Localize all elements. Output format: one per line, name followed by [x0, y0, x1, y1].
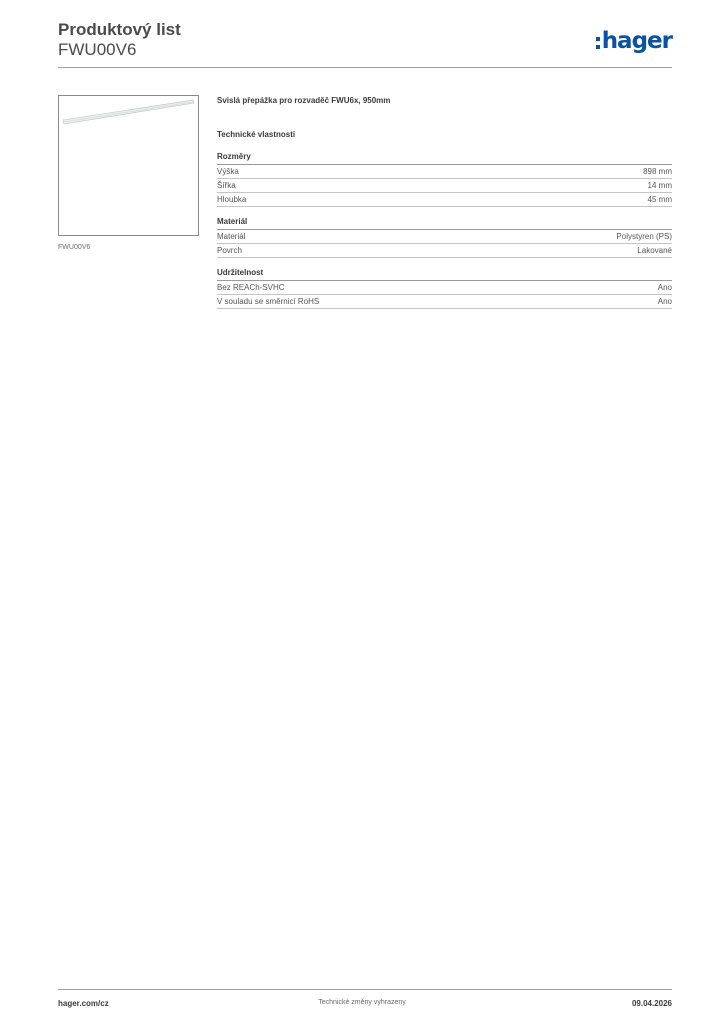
property-row — [217, 230, 672, 244]
property-value: Ano — [657, 297, 672, 306]
property-row — [217, 165, 672, 179]
property-label: Bez REACh-SVHC — [217, 283, 285, 292]
hager-logo — [596, 28, 672, 54]
footer-notice: Technické změny vyhrazeny — [318, 999, 406, 1006]
section-title: Materiál — [217, 217, 672, 230]
image-caption: FWU00V6 — [58, 244, 91, 251]
section-title: Rozměry — [217, 152, 672, 165]
property-row — [217, 244, 672, 258]
section-sustainability — [217, 268, 672, 309]
property-value: Ano — [657, 283, 672, 292]
section-title: Udržitelnost — [217, 268, 672, 281]
product-description: Svislá přepážka pro rozvaděč FWU6x, 950mm — [217, 96, 391, 105]
property-row — [217, 179, 672, 193]
property-row — [217, 295, 672, 309]
logo-colon-icon — [596, 37, 600, 49]
footer-website-link[interactable]: hager.com/cz — [58, 999, 109, 1008]
section-material — [217, 217, 672, 258]
property-value: 14 mm — [647, 181, 672, 190]
footer-divider — [58, 989, 672, 990]
technical-properties-heading: Technické vlastnosti — [217, 130, 296, 139]
header-divider — [58, 67, 672, 68]
property-label: Hloubka — [217, 195, 247, 204]
property-row — [217, 281, 672, 295]
product-image — [58, 95, 199, 236]
property-value: 45 mm — [647, 195, 672, 204]
property-row — [217, 193, 672, 207]
logo-text: hager — [601, 28, 672, 54]
product-details — [217, 96, 672, 309]
partition-bar-illustration — [59, 96, 198, 235]
property-value: Polystyren (PS) — [616, 232, 672, 241]
property-label: Materiál — [217, 232, 246, 241]
property-value: Lakované — [637, 246, 672, 255]
property-label: V souladu se směrnicí RoHS — [217, 297, 320, 306]
footer-date: 09.04.2026 — [631, 999, 672, 1008]
section-dimensions — [217, 152, 672, 207]
property-label: Povrch — [217, 246, 242, 255]
property-label: Šířka — [217, 181, 236, 190]
property-label: Výška — [217, 167, 239, 176]
product-code: FWU00V6 — [58, 40, 137, 59]
page-title: Produktový list — [58, 20, 181, 39]
property-value: 898 mm — [643, 167, 672, 176]
